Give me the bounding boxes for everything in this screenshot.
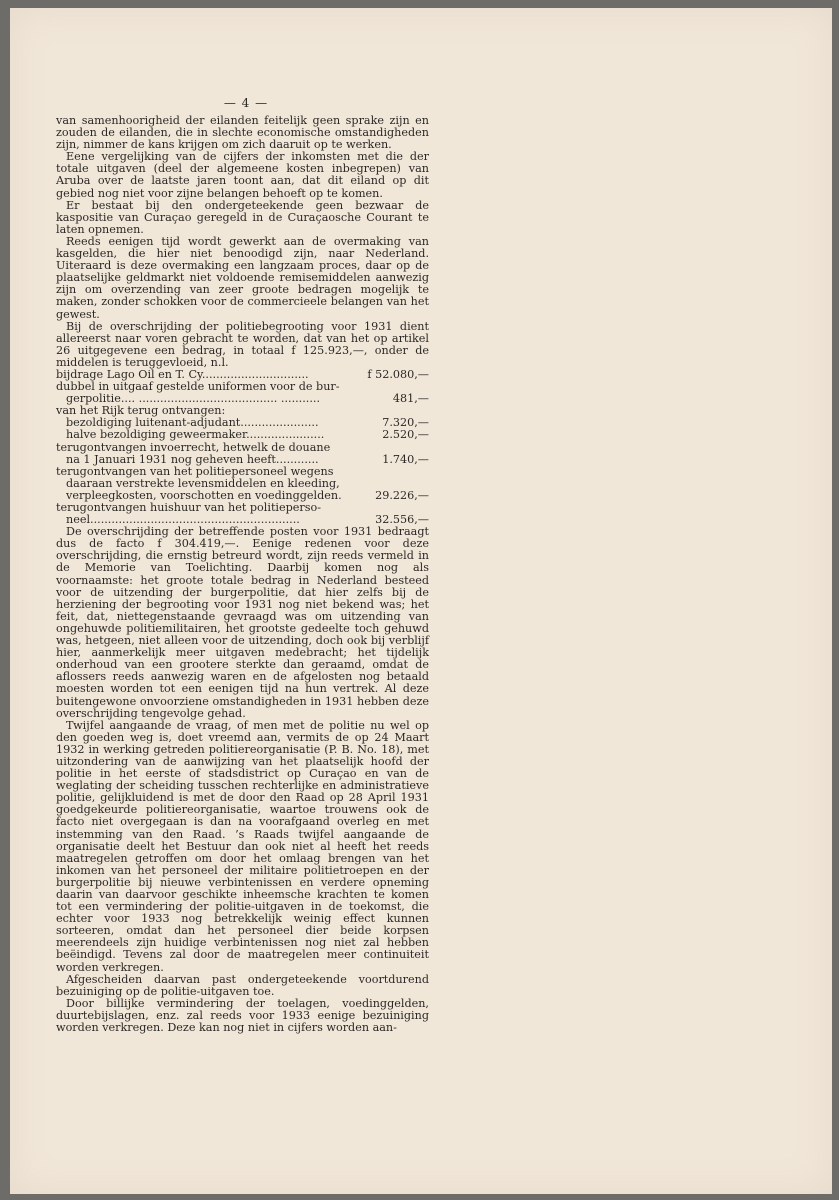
amount-value: 2.520,— xyxy=(382,428,429,442)
amount-row xyxy=(56,502,429,514)
amount-label: van het Rijk terug ontvangen: xyxy=(56,405,226,418)
amount-row xyxy=(56,478,429,490)
amount-row xyxy=(56,442,429,454)
amount-value: 1.740,— xyxy=(382,452,429,466)
amount-label: daaraan verstrekte levensmiddelen en kleeding, xyxy=(66,477,340,490)
amount-label: na 1 Januari 1931 nog geheven heeft............ xyxy=(66,453,319,466)
paragraph: Twijfel aangaande de vraag, of men met de politie nu wel op den goeden weg is, doet vreemd aan, vermits de op 24 Maart 1932 in werking getreden politiereorganisatie (P. B. No. 18), met uitzondering van de aanwijzing van het plaatselijk hoofd der politie in het eerste of stadsdistrict op Curaçao en van de weglating der scheiding tusschen rechterlijke en administratieve politie, gelijkluidend is met de door den Raad op 28 April 1931 goedgekeurde politiereorganisatie, waartoe trouwens ook de facto niet overgegaan is dan na voorafgaand overleg en met instemming van den Raad. ’s Raads twijfel aangaande de organisatie deelt het Bestuur dan ook niet al heeft het reeds maatregelen getroffen om door het omlaag brengen van het inkomen van het personeel der militaire politietroepen en der burgerpolitie bij nieuwe verbintenissen en verdere opneming daarin van daarvoor geschikte inheemsche krachten te komen tot een vermindering der politie-uitgaven in de toekomst, die echter voor 1933 nog betrekkelijk weinig effect kunnen sorteeren, omdat dan het personeel dier beide korpsen meerendeels zijn huidige verbintenissen nog niet zal hebben beëindigd. Tevens zal door de maatregelen meer continuiteit worden verkregen. xyxy=(56,718,429,974)
amount-label: halve bezoldiging geweermaker...................... xyxy=(66,429,325,442)
paragraph: De overschrijding der betreffende posten voor 1931 bedraagt dus de facto f 304.419,—. Eenige redenen voor deze overschrijding, die ernstig betreurd wordt, zijn reeds vermeld in de Memorie van Toelichting. Daarbij komen nog als voornaamste: het groote totale bedrag in Nederland besteed voor de uitzending der burgerpolitie, dat hier zelfs bij de herziening der begrooting voor 1931 nog niet bekend was; het feit, dat, niettegenstaande gevraagd was om uitzending van ongehuwde politiemilitairen, het grootste gedeelte toch gehuwd was, hetgeen, niet alleen voor de uitzending, doch ook bij verblijf hier, aanmerkelijk meer uitgaven medebracht; het tijdelijk onderhoud van een grootere sterkte dan geraamd, omdat de aflossers reeds aanwezig waren en de afgelosten nog betaald moesten worden tot een eenigen tijd na hun vertrek. Al deze buitengewone onvoorziene omstandigheden in 1931 hebben deze overschrijding tengevolge gehad. xyxy=(56,525,429,720)
amount-row xyxy=(56,429,429,441)
amount-row xyxy=(56,466,429,478)
amount-label: dubbel in uitgaaf gestelde uniformen voor de bur- xyxy=(56,381,340,394)
amount-value: 29.226,— xyxy=(375,488,429,502)
body-text xyxy=(56,115,429,1034)
paragraph: Reeds eenigen tijd wordt gewerkt aan de overmaking van kasgelden, die hier niet benoodigd zijn, naar Nederland. Uiteraard is deze overmaking een langzaam proces, daar op de plaatselijke geldmarkt niet voldoende remisemiddelen aanwezig zijn om overzending van zeer groote bedragen mogelijk te maken, zonder schokken voor de commercieele belangen van het gewest. xyxy=(56,234,429,321)
amount-label: bezoldiging luitenant-adjudant...................... xyxy=(66,417,319,430)
paragraph: Bij de overschrijding der politiebegrooting voor 1931 dient allereerst naar voren gebracht te worden, dat van het op artikel 26 uitgegevene een bedrag, in totaal f 125.923,—, onder de middelen is teruggevloeid, n.l. xyxy=(56,319,429,369)
amount-row xyxy=(56,393,429,405)
amount-row xyxy=(56,381,429,393)
page-number: — 4 — xyxy=(223,96,269,110)
amount-label: gerpolitie.... ....................................... ........... xyxy=(66,393,321,406)
amount-value: 7.320,— xyxy=(382,416,429,430)
amount-value: 481,— xyxy=(392,392,429,406)
amount-value: f 52.080,— xyxy=(367,367,429,381)
amount-row xyxy=(56,417,429,429)
amount-label: terugontvangen huishuur van het politieperso- xyxy=(56,502,322,514)
amount-label: verpleegkosten, voorschotten en voedinggelden. xyxy=(66,489,342,502)
amount-value xyxy=(425,442,429,454)
amount-list xyxy=(56,369,429,526)
paragraph: Er bestaat bij den ondergeteekende geen bezwaar de kaspositie van Curaçao geregeld in de Curaçaosche Courant te laten opnemen. xyxy=(56,198,429,236)
amount-row xyxy=(56,490,429,502)
amount-row xyxy=(56,369,429,381)
amount-value xyxy=(425,466,429,478)
amount-value: 32.556,— xyxy=(375,513,429,527)
amount-label: terugontvangen van het politiepersoneel wegens xyxy=(56,465,334,478)
paragraph: Door billijke vermindering der toelagen, voedinggelden, duurtebijslagen, enz. zal reeds voor 1933 eenige bezuiniging worden verkregen. Deze kan nog niet in cijfers worden aan- xyxy=(56,996,429,1035)
paragraph: Afgescheiden daarvan past ondergeteekende voortdurend bezuiniging op de politie-uitgaven toe. xyxy=(56,972,429,998)
document-page xyxy=(10,8,832,1194)
amount-row xyxy=(56,405,429,417)
paragraph: Eene vergelijking van de cijfers der inkomsten met die der totale uitgaven (deel der algemeene kosten inbegrepen) van Aruba over de laatste jaren toont aan, dat dit eiland op dit gebied nog niet voor zijne belangen behoeft op te komen. xyxy=(56,150,429,200)
amount-label: terugontvangen invoerrecht, hetwelk de douane xyxy=(56,441,331,454)
amount-label: bijdrage Lago Oil en T. Cy.............................. xyxy=(56,368,309,381)
amount-row xyxy=(56,454,429,466)
paragraph: van samenhoorigheid der eilanden feitelijk geen sprake zijn en zouden de eilanden, die in slechte economische omstandigheden zijn, nimmer de kans krijgen om zich daaruit op te werken. xyxy=(56,114,429,152)
amount-label: neel........................................................... xyxy=(66,514,300,527)
